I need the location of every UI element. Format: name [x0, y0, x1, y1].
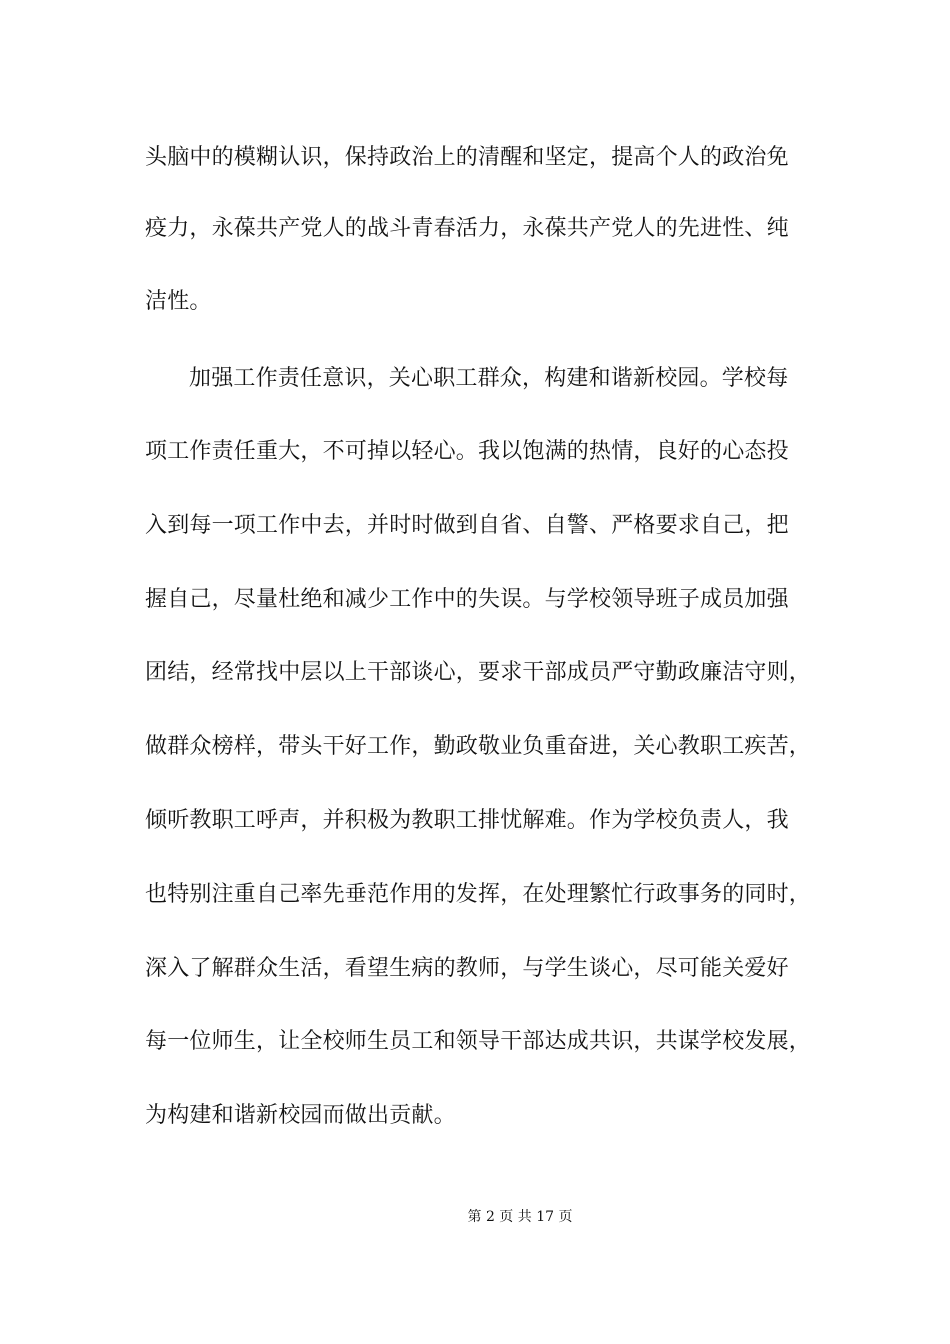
text-line: 入到每一项工作中去，并时时做到自省、自警、严格要求自己，把 [145, 513, 789, 538]
text-line: 加强工作责任意识，关心职工群众，构建和谐新校园。学校每 [189, 366, 789, 391]
text-line: 疫力，永葆共产党人的战斗青春活力，永葆共产党人的先进性、纯 [145, 216, 789, 241]
text-line: 团结，经常找中层以上干部谈心，要求干部成员严守勤政廉洁守则， [145, 660, 812, 685]
text-line: 项工作责任重大，不可掉以轻心。我以饱满的热情，良好的心态投 [145, 439, 789, 464]
text-line: 头脑中的模糊认识，保持政治上的清醒和坚定，提高个人的政治免 [145, 145, 789, 170]
text-line: 每一位师生，让全校师生员工和领导干部达成共识，共谋学校发展， [145, 1029, 812, 1054]
text-line: 握自己，尽量杜绝和减少工作中的失误。与学校领导班子成员加强 [145, 587, 789, 612]
page-number: 第 2 页 共 17 页 [467, 1209, 573, 1225]
text-line: 为构建和谐新校园而做出贡献。 [145, 1103, 456, 1128]
text-line: 做群众榜样，带头干好工作，勤政敬业负重奋进，关心教职工疾苦， [145, 734, 812, 759]
text-line: 洁性。 [145, 289, 212, 314]
text-line: 也特别注重自己率先垂范作用的发挥，在处理繁忙行政事务的同时， [145, 882, 812, 907]
text-line: 倾听教职工呼声，并积极为教职工排忧解难。作为学校负责人，我 [145, 808, 789, 833]
text-line: 深入了解群众生活，看望生病的教师，与学生谈心，尽可能关爱好 [145, 956, 789, 981]
